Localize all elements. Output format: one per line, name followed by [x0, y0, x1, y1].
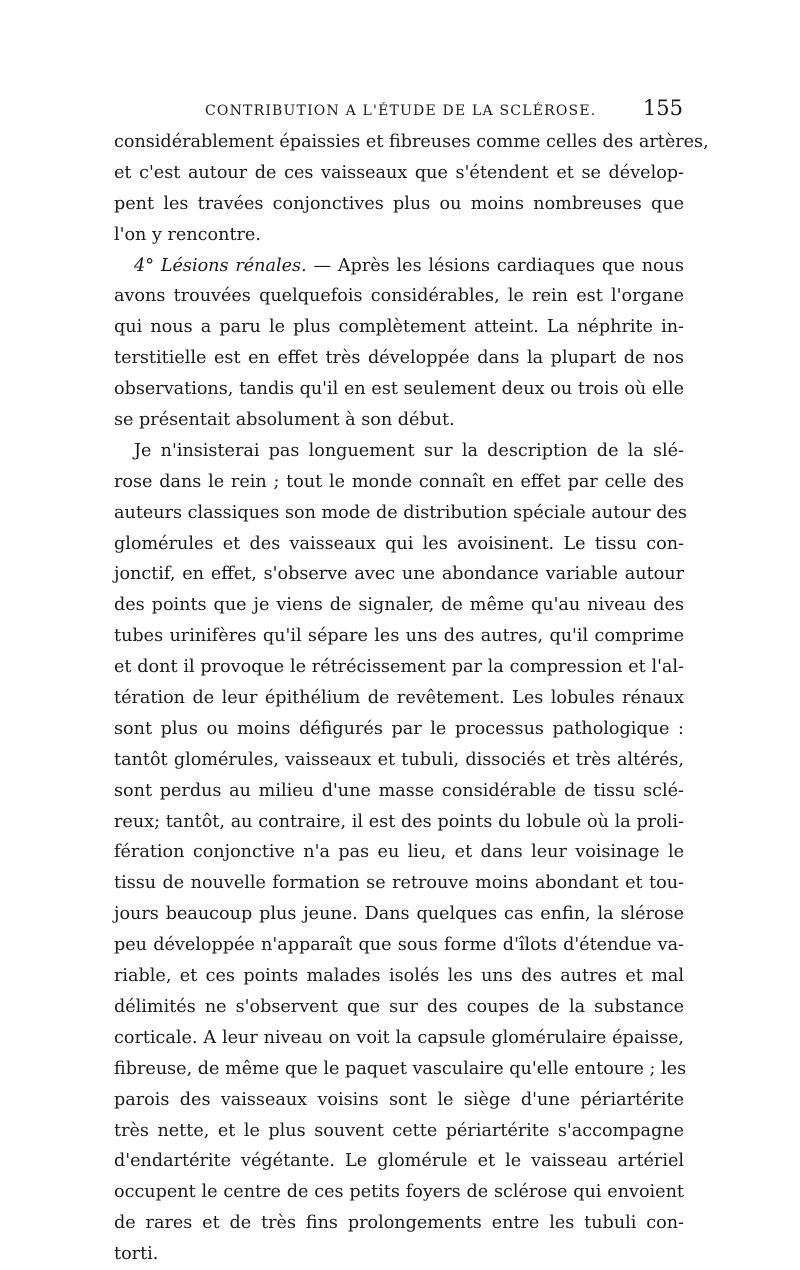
text-line: jours beaucoup plus jeune. Dans quelques cas enfin, la slérose — [114, 904, 684, 925]
text-line: reux; tantôt, au contraire, il est des points du lobule où la proli- — [114, 811, 684, 832]
page-header — [205, 96, 683, 120]
text-line: sont plus ou moins défigurés par le processus pathologique : — [114, 718, 684, 739]
body-text — [114, 127, 709, 1270]
text-line: occupent le centre de ces petits foyers de sclérose qui envoient — [114, 1182, 684, 1203]
text-line: fibreuse, de même que le paquet vasculaire qu'elle entoure ; les — [114, 1058, 687, 1079]
text-line: se présentait absolument à son début. — [114, 410, 455, 431]
text-line: parois des vaisseaux voisins sont le siège d'une périartérite — [114, 1089, 684, 1110]
text-line: jonctif, en effet, s'observe avec une abondance variable autour — [114, 564, 684, 585]
text-line: peu développée n'apparaît que sous forme d'îlots d'étendue va- — [114, 935, 684, 956]
text-line: considérablement épaissies et fibreuses comme celles des artères, — [114, 132, 709, 152]
text-line: terstitielle est en effet très développée dans la plupart de nos — [114, 348, 684, 369]
text-line: tubes urinifères qu'il sépare les uns des autres, qu'il comprime — [114, 626, 684, 647]
text-line: de rares et de très fins prolongements entre les tubuli con- — [114, 1213, 684, 1234]
text-line: tissu de nouvelle formation se retrouve moins abondant et tou- — [114, 873, 684, 894]
text-line: Je n'insisterai pas longuement sur la description de la slé- — [134, 440, 684, 461]
text-line: l'on y rencontre. — [114, 224, 261, 245]
running-title: CONTRIBUTION A L'ÉTUDE DE LA SCLÉROSE. — [205, 103, 597, 119]
text-line: et c'est autour de ces vaisseaux que s'étendent et se dévelop- — [114, 162, 684, 183]
section-heading: 4° Lésions rénales. — [134, 255, 307, 276]
text-line: tantôt glomérules, vaisseaux et tubuli, dissociés et très altérés, — [114, 749, 684, 770]
text-line: qui nous a paru le plus complètement atteint. La néphrite in- — [114, 317, 684, 338]
text-line: observations, tandis qu'il en est seulement deux ou trois où elle — [114, 379, 684, 400]
text-line: sont perdus au milieu d'une masse considérable de tissu sclé- — [114, 780, 684, 801]
text-line: délimités ne s'observent que sur des coupes de la substance — [114, 996, 684, 1017]
text-line: rose dans le rein ; tout le monde connaît en effet par celle des — [114, 471, 684, 492]
text-line: et dont il provoque le rétrécissement par la compression et l'al- — [114, 657, 684, 678]
text-line: riable, et ces points malades isolés les uns des autres et mal — [114, 966, 684, 987]
text-line: glomérules et des vaisseaux qui les avoisinent. Le tissu con- — [114, 533, 684, 554]
text-line: tération de leur épithélium de revêtement. Les lobules rénaux — [114, 688, 684, 709]
text-line: fération conjonctive n'a pas eu lieu, et dans leur voisinage le — [114, 842, 684, 863]
text-line: corticale. A leur niveau on voit la capsule glomérulaire épaisse, — [114, 1027, 684, 1048]
text-line: pent les travées conjonctives plus ou moins nombreuses que — [114, 193, 684, 214]
text-line: avons trouvées quelquefois considérables, le rein est l'organe — [114, 286, 684, 307]
text-line: auteurs classiques son mode de distribution spéciale autour des — [114, 502, 687, 523]
text-line: d'endartérite végétante. Le glomérule et le vaisseau artériel — [114, 1151, 684, 1172]
text-line: torti. — [114, 1244, 159, 1265]
page-number: 155 — [642, 96, 683, 120]
text-line: très nette, et le plus souvent cette périartérite s'accompagne — [114, 1120, 684, 1141]
text-line: des points que je viens de signaler, de même qu'au niveau des — [114, 595, 684, 616]
text-line: 4° Lésions rénales. — Après les lésions cardiaques que nous — [134, 255, 685, 276]
